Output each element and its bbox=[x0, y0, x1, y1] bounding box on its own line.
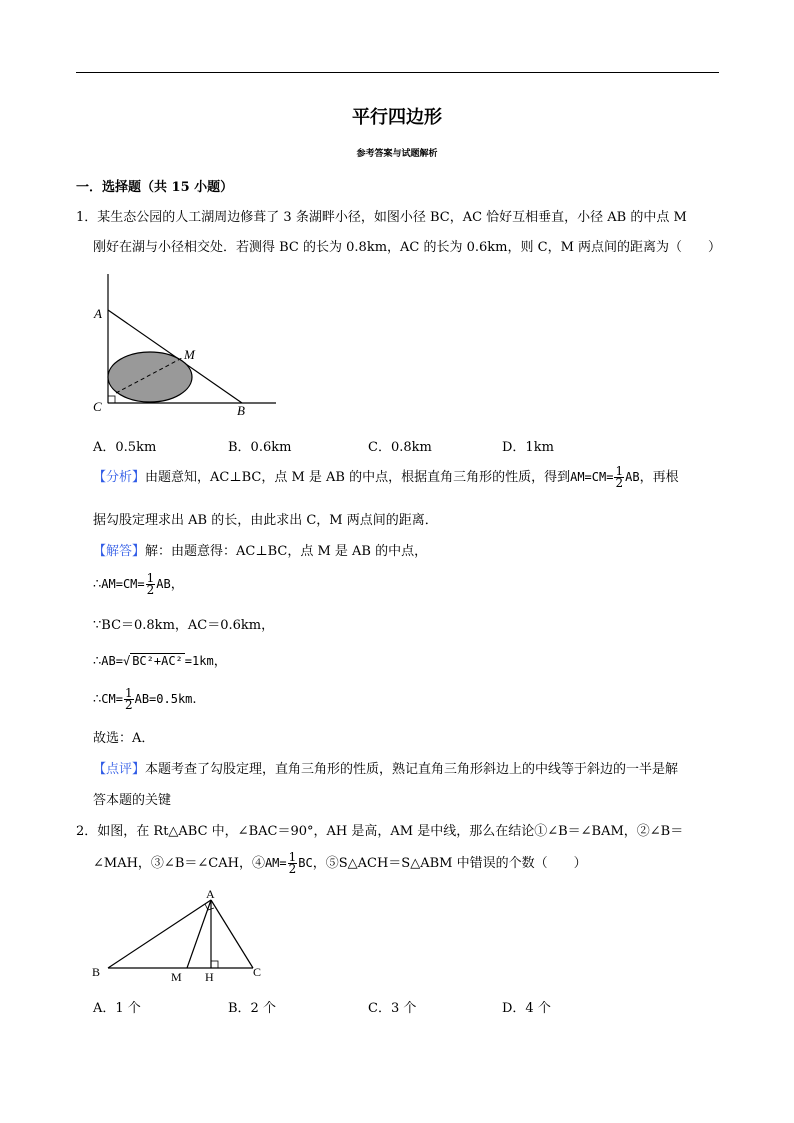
q1-choice: 故选：A． bbox=[93, 731, 155, 746]
page-title: 平行四边形 bbox=[352, 107, 442, 128]
q2-option-b: B．2 个 bbox=[228, 1001, 276, 1016]
q1-step1: ∴AM=CM= $\frac{1}{2}$ AB， bbox=[93, 571, 184, 597]
q1-label-a: A bbox=[94, 306, 102, 321]
q2-label-h: H bbox=[205, 970, 214, 984]
q1-option-b: B．0.6km bbox=[228, 440, 292, 455]
q2-label-a: A bbox=[206, 888, 215, 901]
solution-tag: 【解答】 bbox=[93, 544, 146, 559]
q1-option-c: C．0.8km bbox=[368, 440, 432, 455]
q1-review-line2: 答本题的关键 bbox=[93, 793, 172, 808]
q1-stem-line1: 某生态公园的人工湖周边修葺了 3 条湖畔小径，如图小径 BC，AC 恰好互相垂直，小径 AB 的中点 M bbox=[97, 210, 687, 225]
top-rule bbox=[76, 72, 719, 73]
q1-stem-line2: 刚好在湖与小径相交处．若测得 BC 的长为 0.8km，AC 的长为 0.6km，则 C，M 两点间的距离为（ ） bbox=[93, 240, 722, 255]
q2-label-m: M bbox=[171, 970, 182, 984]
q2-option-c: C．3 个 bbox=[368, 1001, 417, 1016]
page-subtitle: 参考答案与试题解析 bbox=[356, 149, 438, 159]
q1-step2: ∵BC＝0.8km，AC＝0.6km， bbox=[93, 618, 275, 633]
q1-label-b: B bbox=[237, 403, 245, 418]
fraction-half: $\frac{1}{2}$ bbox=[615, 464, 624, 490]
q1-analysis-line2: 据勾股定理求出 AB 的长，由此求出 C，M 两点间的距离． bbox=[93, 513, 438, 528]
q1-review-line1: 【点评】本题考查了勾股定理，直角三角形的性质，熟记直角三角形斜边上的中线等于斜边的一半是解 bbox=[93, 762, 679, 777]
q2-line2: ∠MAH，③∠B＝∠CAH，④AM= $\frac{1}{2}$ BC，⑤S△ACH＝S△ABM 中错误的个数（ ） bbox=[93, 850, 587, 876]
q2-line1 bbox=[76, 820, 683, 839]
q1-number: 1． bbox=[76, 210, 98, 225]
q1-step4: ∴CM= $\frac{1}{2}$ AB=0.5km. bbox=[93, 686, 197, 712]
fraction-half: $\frac{1}{2}$ bbox=[288, 850, 297, 876]
section-heading: 一．选择题（共 15 小题） bbox=[76, 180, 234, 195]
q2-stem-line1: 如图，在 Rt△ABC 中，∠BAC＝90°，AH 是高，AM 是中线，那么在结论①∠B＝∠BAM，②∠B＝ bbox=[97, 824, 684, 839]
q1-line1 bbox=[76, 206, 687, 225]
analysis-tag: 【分析】 bbox=[93, 470, 146, 485]
q2-option-d: D．4 个 bbox=[502, 1001, 551, 1016]
sqrt-expression: BC²+AC² bbox=[132, 654, 183, 668]
fraction-half: $\frac{1}{2}$ bbox=[146, 571, 155, 597]
q1-label-m: M bbox=[184, 347, 195, 362]
q1-option-d: D．1km bbox=[502, 440, 554, 455]
q2-option-a: A．1 个 bbox=[93, 1001, 141, 1016]
q1-step3: ∴AB=√ BC²+AC² =1km， bbox=[93, 654, 227, 669]
review-tag: 【点评】 bbox=[93, 762, 146, 777]
q2-label-c: C bbox=[253, 965, 262, 979]
fraction-half: $\frac{1}{2}$ bbox=[124, 686, 133, 712]
q1-solution-line: 【解答】解：由题意得：AC⊥BC，点 M 是 AB 的中点， bbox=[93, 544, 428, 559]
q1-label-c: C bbox=[93, 399, 102, 414]
q2-number: 2． bbox=[76, 824, 98, 839]
q1-analysis-line1: 【分析】由题意知，AC⊥BC，点 M 是 AB 的中点，根据直角三角形的性质，得到AM=CM= $\frac{1}{2}$ AB，再根 bbox=[93, 464, 679, 490]
q2-label-b: B bbox=[92, 965, 101, 979]
q2-figure bbox=[88, 888, 278, 988]
q1-figure bbox=[90, 268, 290, 423]
q1-option-a: A．0.5km bbox=[93, 440, 157, 455]
